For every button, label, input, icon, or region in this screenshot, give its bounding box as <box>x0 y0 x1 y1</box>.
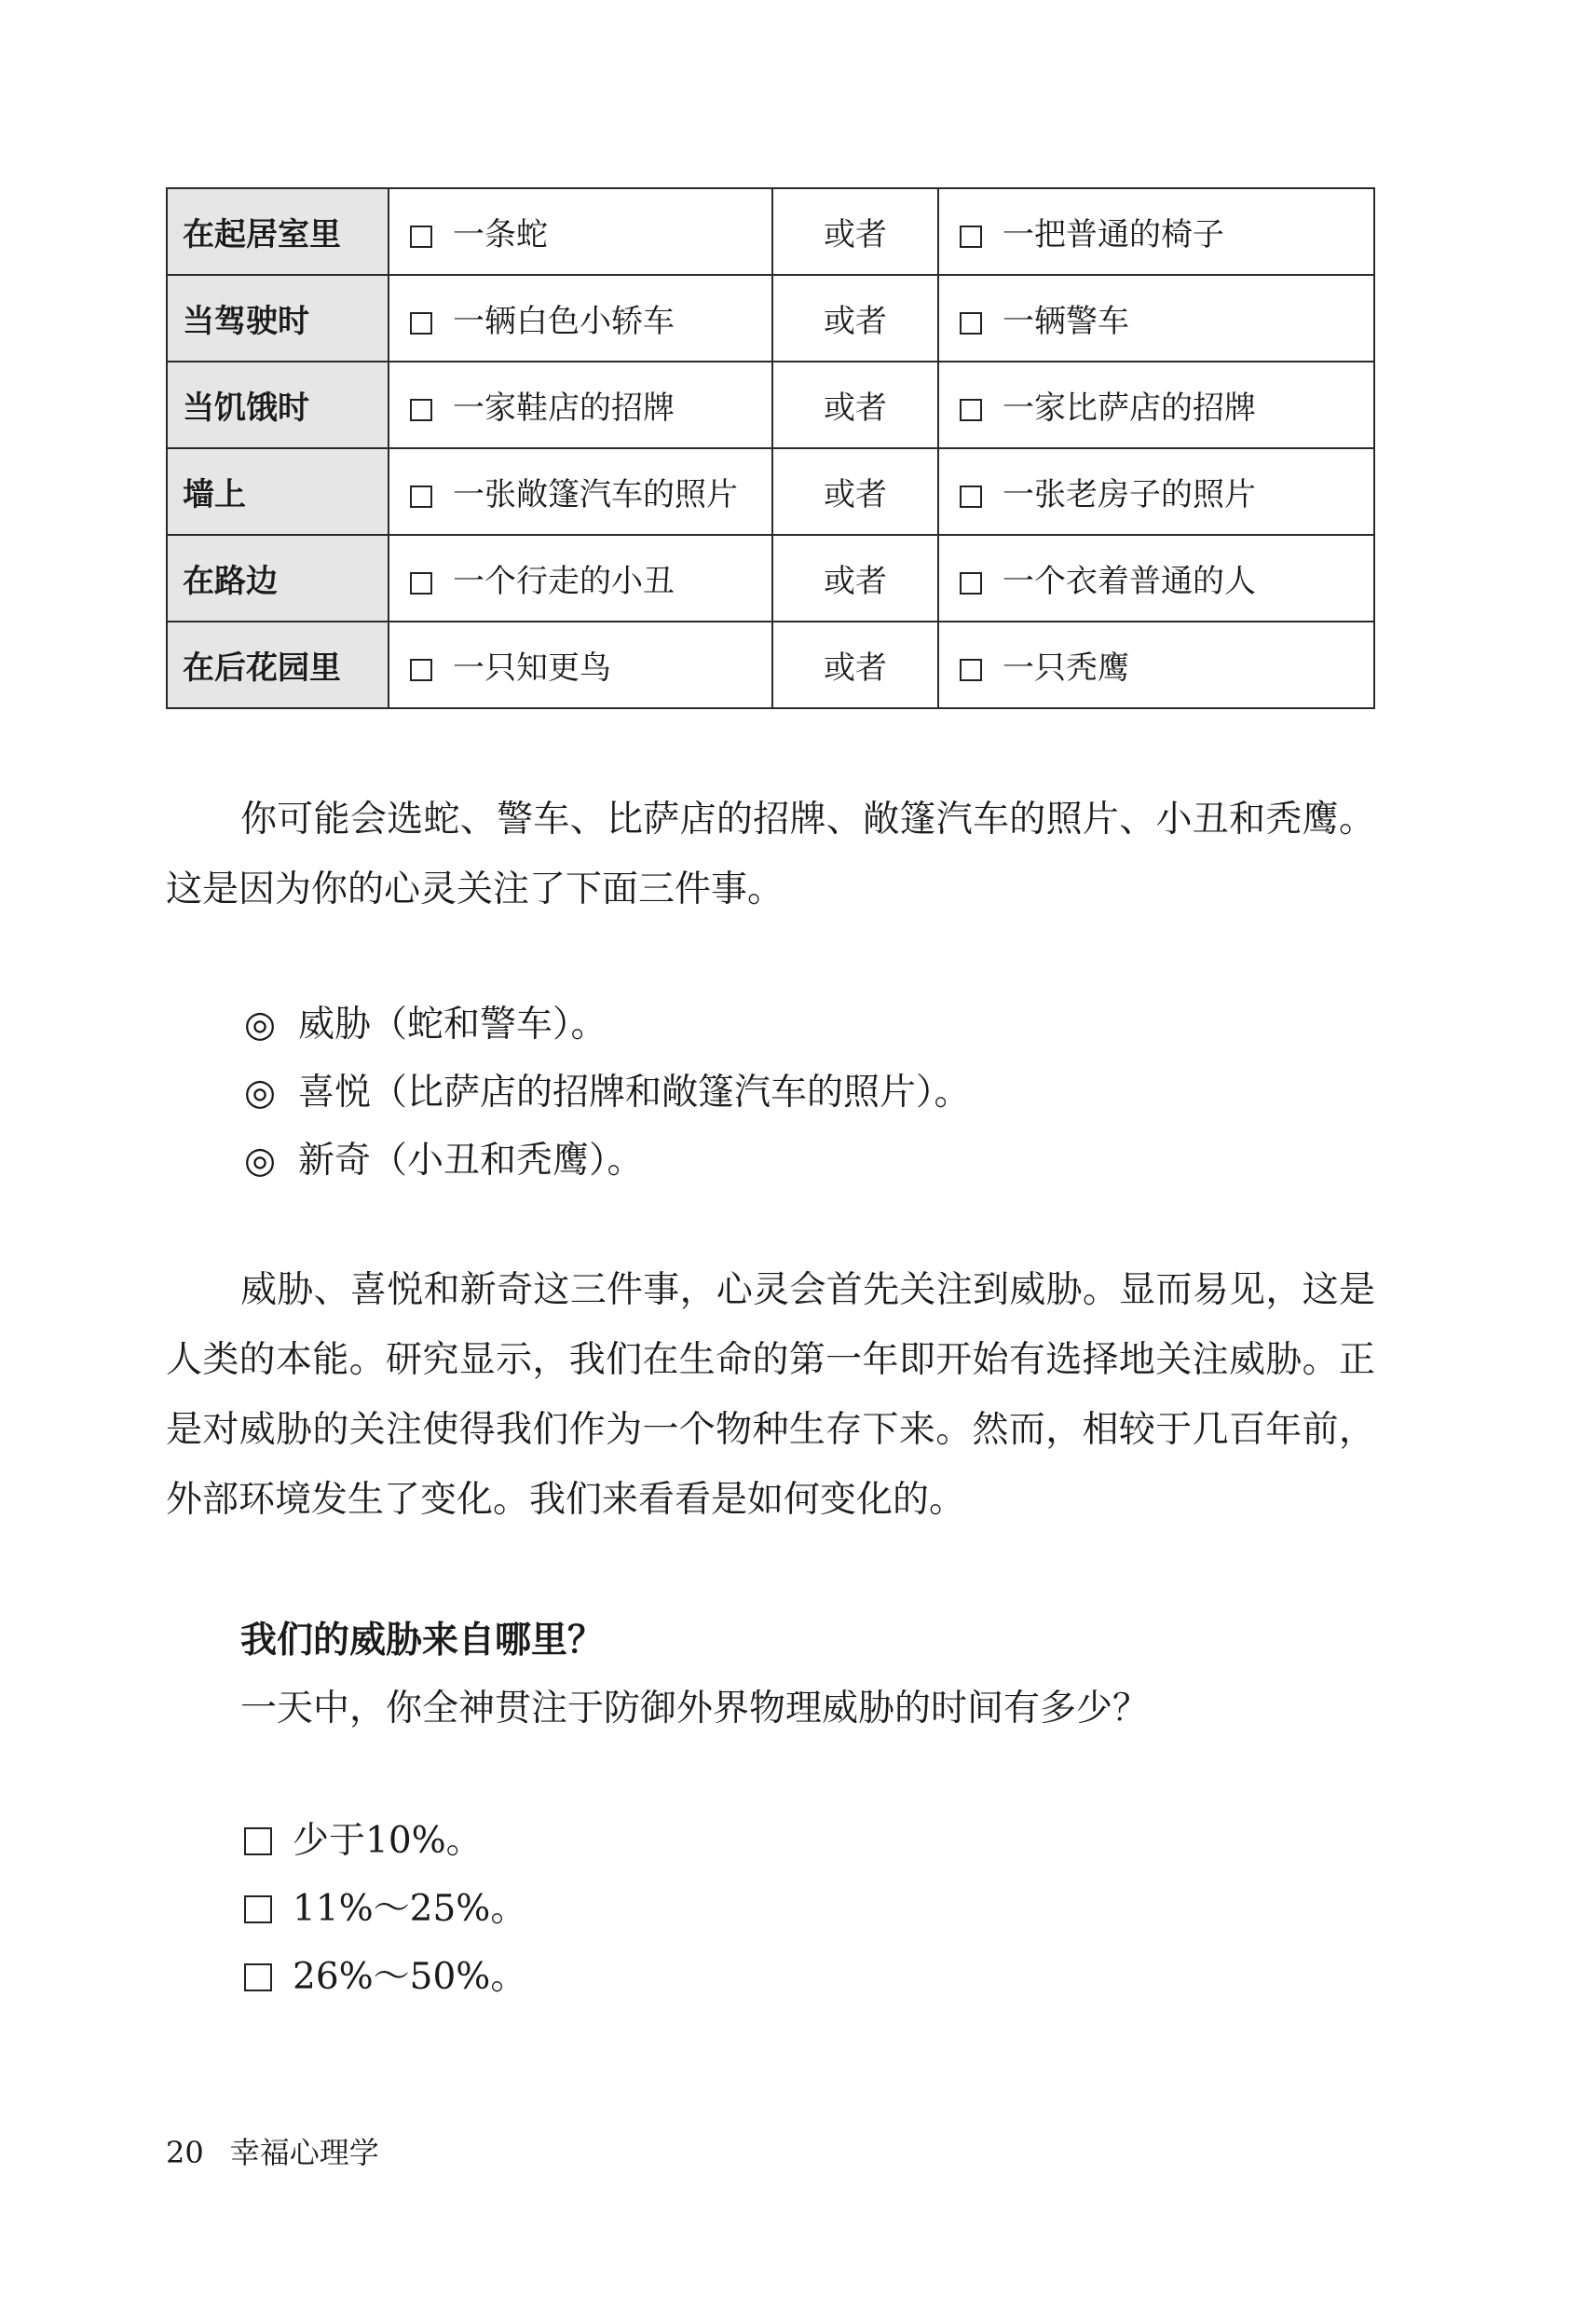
option-b[interactable] <box>938 188 1374 275</box>
question-text: 一天中，你全神贯注于防御外界物理威胁的时间有多少？ <box>240 1688 1150 1730</box>
checkbox-icon[interactable] <box>410 485 432 508</box>
option-a-text: 一张敞篷汽车的照片 <box>453 476 738 513</box>
option-a[interactable] <box>389 622 772 708</box>
option-a-text: 一家鞋店的招牌 <box>453 390 675 427</box>
or-label: 或者 <box>772 622 938 708</box>
row-label: 在路边 <box>167 535 389 622</box>
or-label: 或者 <box>772 188 938 275</box>
table-row <box>167 622 1374 708</box>
double-circle-bullet-icon: ◎ <box>244 1140 277 1182</box>
or-label: 或者 <box>772 535 938 622</box>
option-b[interactable] <box>938 275 1374 362</box>
list-item <box>244 1059 971 1127</box>
page-number: 20 <box>166 2135 204 2170</box>
option-a[interactable] <box>389 275 772 362</box>
option-b-text: 一辆警车 <box>1003 303 1129 340</box>
list-item-text: 威胁（蛇和警车）。 <box>298 1004 607 1046</box>
table-row <box>167 448 1374 535</box>
checkbox-icon[interactable] <box>960 485 982 508</box>
or-label: 或者 <box>772 448 938 535</box>
list-item-text: 新奇（小丑和秃鹰）。 <box>298 1140 644 1182</box>
option-b-text: 一个衣着普通的人 <box>1003 563 1256 600</box>
row-label: 墙上 <box>167 448 389 535</box>
focus-list <box>244 991 971 1195</box>
option-a-text: 一个行走的小丑 <box>453 563 675 600</box>
list-item <box>244 991 971 1059</box>
option-b-text: 一家比萨店的招牌 <box>1003 390 1256 427</box>
option-a[interactable] <box>389 362 772 448</box>
attention-choice-table <box>166 187 1375 709</box>
choice-item[interactable] <box>244 1943 526 2011</box>
table-row <box>167 362 1374 448</box>
choice-text: 11%～25%。 <box>293 1888 527 1930</box>
checkbox-icon[interactable] <box>410 572 432 595</box>
checkbox-icon[interactable] <box>410 312 432 335</box>
choice-text: 26%～50%。 <box>293 1956 527 1998</box>
option-b-text: 一张老房子的照片 <box>1003 476 1256 513</box>
option-a-text: 一条蛇 <box>453 216 548 253</box>
or-label: 或者 <box>772 362 938 448</box>
checkbox-icon[interactable] <box>410 226 432 248</box>
checkbox-icon[interactable] <box>960 226 982 248</box>
choice-text: 少于10%。 <box>293 1820 483 1862</box>
table-row <box>167 535 1374 622</box>
option-a[interactable] <box>389 448 772 535</box>
option-b[interactable] <box>938 622 1374 708</box>
book-title: 幸福心理学 <box>229 2135 379 2170</box>
answer-choices <box>244 1807 526 2011</box>
page-footer <box>166 2134 379 2171</box>
option-b[interactable] <box>938 535 1374 622</box>
row-label: 当驾驶时 <box>167 275 389 362</box>
checkbox-icon[interactable] <box>960 399 982 421</box>
checkbox-icon[interactable] <box>244 1895 272 1923</box>
option-b[interactable] <box>938 362 1374 448</box>
row-label: 当饥饿时 <box>167 362 389 448</box>
option-a-text: 一只知更鸟 <box>453 650 611 687</box>
option-a[interactable] <box>389 535 772 622</box>
list-item-text: 喜悦（比萨店的招牌和敞篷汽车的照片）。 <box>298 1072 971 1114</box>
paragraph-threat: 威胁、喜悦和新奇这三件事，心灵会首先关注到威胁。显而易见，这是人类的本能。研究显示，我们在生命的第一年即开始有选择地关注威胁。正是对威胁的关注使得我们作为一个物种生存下来。然而，相较于几百年前，外部环境发生了变化。我们来看看是如何变化的。 <box>166 1269 1375 1521</box>
checkbox-icon[interactable] <box>244 1827 272 1855</box>
paragraph-intro: 你可能会选蛇、警车、比萨店的招牌、敞篷汽车的照片、小丑和秃鹰。这是因为你的心灵关注了下面三件事。 <box>166 799 1375 910</box>
or-label: 或者 <box>772 275 938 362</box>
checkbox-icon[interactable] <box>960 572 982 595</box>
option-a-text: 一辆白色小轿车 <box>453 303 675 340</box>
row-label: 在起居室里 <box>167 188 389 275</box>
option-b-text: 一只秃鹰 <box>1003 650 1129 687</box>
checkbox-icon[interactable] <box>960 312 982 335</box>
option-a[interactable] <box>389 188 772 275</box>
option-b-text: 一把普通的椅子 <box>1003 216 1224 253</box>
choice-item[interactable] <box>244 1807 526 1875</box>
checkbox-icon[interactable] <box>244 1963 272 1991</box>
table-row <box>167 188 1374 275</box>
choice-item[interactable] <box>244 1875 526 1943</box>
section-title: 我们的威胁来自哪里？ <box>240 1619 605 1661</box>
checkbox-icon[interactable] <box>410 399 432 421</box>
table-row <box>167 275 1374 362</box>
checkbox-icon[interactable] <box>960 659 982 681</box>
double-circle-bullet-icon: ◎ <box>244 1072 277 1114</box>
row-label: 在后花园里 <box>167 622 389 708</box>
list-item <box>244 1127 971 1195</box>
double-circle-bullet-icon: ◎ <box>244 1004 277 1046</box>
checkbox-icon[interactable] <box>410 659 432 681</box>
option-b[interactable] <box>938 448 1374 535</box>
